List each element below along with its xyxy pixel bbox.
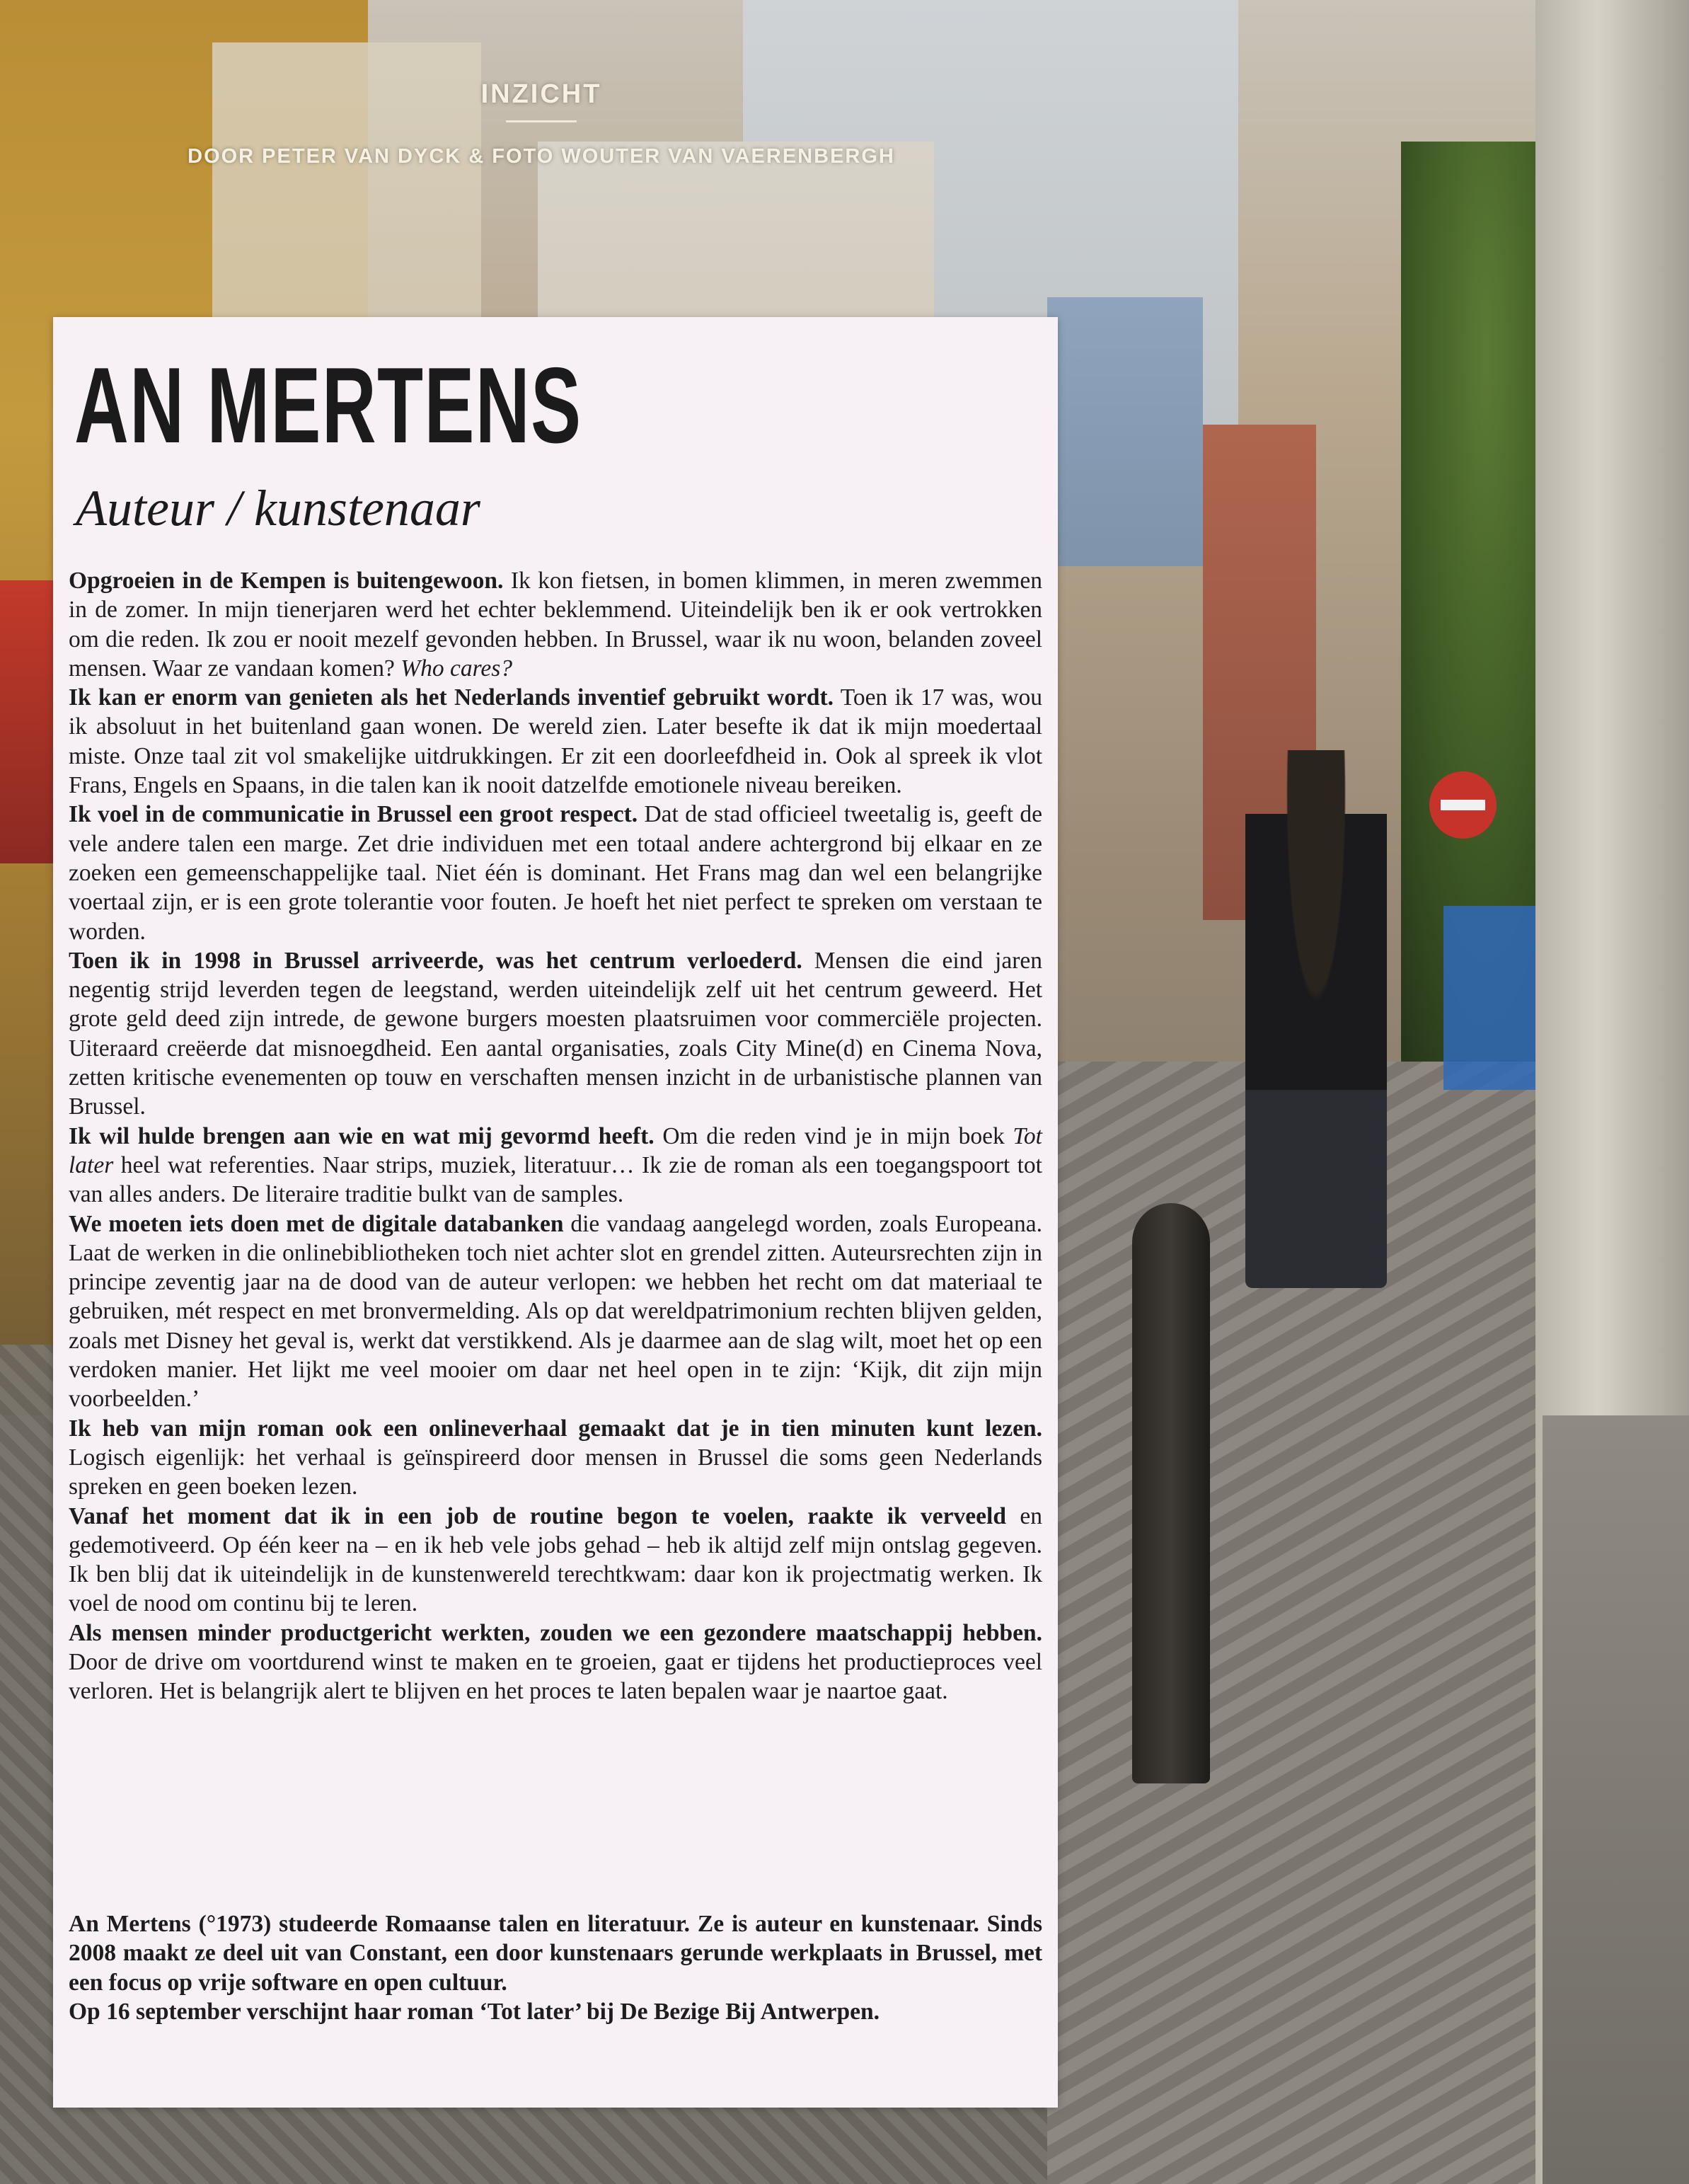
paragraph [69, 683, 1042, 800]
byline: DOOR PETER VAN DYCK & FOTO WOUTER VAN VAERENBERGH [188, 145, 895, 168]
person-with-bicycle [1245, 750, 1387, 1288]
paragraph [69, 1209, 1042, 1414]
paragraph [69, 1619, 1042, 1706]
book-title: Tot later [69, 1122, 1042, 1178]
article-card [53, 317, 1058, 2108]
paragraph-text: Door de drive om voortdurend winst te maken en te groeien, gaat er tijdens het productieproces veel verloren. Het is belangrijk alert te blijven en het proces te laten bepalen waar je naartoe gaat. [69, 1648, 1042, 1705]
paragraph-text: en gedemotiveerd. Op één keer na – en ik heb vele jobs gehad – heb ik altijd zelf mijn ontslag gegeven. Ik ben blij dat ik uiteindelijk in de kunstenwereld terechtkwam: daar kon ik projectmatig werken. Ik voel de nood om continu bij te leren. [69, 1502, 1042, 1617]
paragraph [69, 946, 1042, 1122]
article-subtitle: Auteur / kunstenaar [76, 480, 480, 536]
paragraph-lead: Ik heb van mijn roman ook een onlineverhaal gemaakt dat je in tien minuten kunt lezen. [69, 1415, 1042, 1442]
paragraph-text: Om die reden vind je in mijn boek [654, 1122, 1013, 1149]
paragraph-text: Dat de stad officieel tweetalig is, geeft de vele andere talen een marge. Zet drie individuen met een totaal andere achtergrond bij elkaar en ze zoeken een gemeenschappelijke taal. Niet één is dominant. Het Frans mag dan wel een belangrijke voertaal zijn, er is een grote tolerantie voor fouten. Je hoeft het niet perfect te spreken om verstaan te worden. [69, 801, 1042, 945]
blue-shopfront [1443, 906, 1543, 1090]
paragraph [69, 1122, 1042, 1209]
bollard [1132, 1203, 1210, 1783]
paragraph-lead: We moeten iets doen met de digitale databanken [69, 1210, 564, 1237]
bio-text: Op 16 september verschijnt haar roman ‘Tot later’ bij De Bezige Bij Antwerpen. [69, 1998, 880, 2025]
paragraph-lead: Ik kan er enorm van genieten als het Nederlands inventief gebruikt wordt. [69, 684, 834, 711]
article-body [69, 566, 1042, 1706]
paragraph [69, 1414, 1042, 1502]
section-divider [506, 120, 577, 122]
paragraph-lead: Vanaf het moment dat ik in een job de routine begon te voelen, raakte ik verveeld [69, 1502, 1006, 1529]
paragraph [69, 1502, 1042, 1619]
paragraph [69, 800, 1042, 946]
paragraph-text: heel wat referenties. Naar strips, muziek, literatuur… Ik zie de roman als een toegangspoort tot van alles anders. De literaire traditie bulkt van de samples. [69, 1151, 1042, 1208]
paragraph-text: Ik kon fietsen, in bomen klimmen, in meren zwemmen in de zomer. In mijn tienerjaren werd het echter beklemmend. Uiteindelijk ben ik er ook vertrokken om die reden. Ik zou er nooit mezelf gevonden hebben. In Brussel, waar ik nu woon, belanden zoveel mensen. Waar ze vandaan komen? [69, 568, 1042, 682]
paragraph-text: die vandaag aangelegd worden, zoals Europeana. Laat de werken in die onlinebibliotheken toch niet achter slot en grendel zitten. Auteursrechten zijn in principe zeventig jaar na de dood van de auteur verlopen: we hebben het recht om dat materiaal te gebruiken, mét respect en met bronvermelding. Als op dat wereldpatrimonium rechten blijven gelden, zoals met Disney het geval is, werkt dat verstikkend. Als je daarmee aan de slag wilt, moet het op een verdoken manier. Het lijkt me veel mooier om daar net heel open in te zijn: ‘Kijk, dit zijn mijn voorbeelden.’ [69, 1210, 1043, 1413]
no-entry-sign-icon [1429, 771, 1497, 839]
paragraph-lead: Ik wil hulde brengen aan wie en wat mij gevormd heeft. [69, 1122, 655, 1149]
bio-text: An Mertens (°1973) studeerde Romaanse talen en literatuur. Ze is auteur en kunstenaar. Sinds 2008 maakt ze deel uit van Constant, een door kunstenaars gerunde werkplaats in Brussel, met een focus op vrije software en open cultuur. [69, 1911, 1042, 1996]
paragraph-lead: Opgroeien in de Kempen is buitengewoon. [69, 568, 504, 594]
paragraph-text: Toen ik 17 was, wou ik absoluut in het buitenland gaan wonen. De wereld zien. Later besefte ik dat ik mijn moedertaal miste. Onze taal zit vol smakelijke uitdrukkingen. Er zit een doorleefdheid in. Ook al spreek ik vlot Frans, Engels en Spaans, in die talen kan ik nooit datzelfde emotionele niveau bereiken. [69, 684, 1042, 799]
section-label: INZICHT [480, 79, 602, 109]
paragraph [69, 566, 1042, 683]
author-bio [69, 1909, 1042, 2026]
paragraph-text: Logisch eigenlijk: het verhaal is geïnspireerd door mensen in Brussel die soms geen Nederlands spreken en geen boeken lezen. [69, 1444, 1042, 1500]
article-title: AN MERTENS [74, 345, 582, 466]
paragraph-lead: Als mensen minder productgericht werkten, zouden we een gezondere maatschappij hebben. [69, 1619, 1042, 1646]
paragraph-lead: Ik voel in de communicatie in Brussel een groot respect. [69, 801, 638, 828]
paragraph-italic: Who cares? [400, 655, 513, 682]
stone-wall [1543, 1415, 1689, 2184]
paragraph-lead: Toen ik in 1998 in Brussel arriveerde, was het centrum verloederd. [69, 947, 802, 974]
paragraph-text: Mensen die eind jaren negentig strijd leverden tegen de leegstand, werden uiteindelijk zelf uit het centrum geweerd. Het grote geld deed zijn intrede, de gewone burgers moesten plaatsruimen voor commerciële projecten. Uiteraard creëerde dat misnoegdheid. Een aantal organisaties, zoals City Mine(d) en Cinema Nova, zetten kritische evenementen op touw en verschaften mensen inzicht in de urbanistische plannen van Brussel. [69, 947, 1043, 1120]
office-tower [1047, 297, 1203, 566]
